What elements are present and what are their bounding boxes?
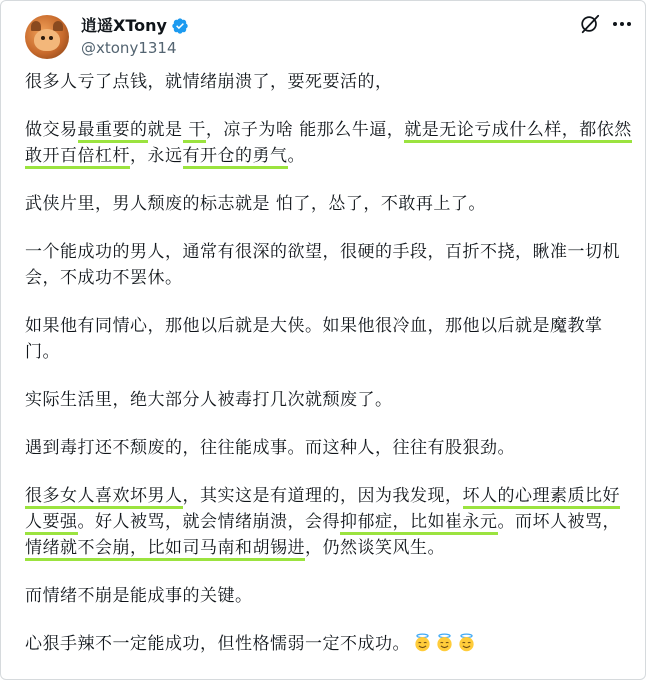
text-segment: 做交易 <box>25 120 78 140</box>
text-segment: ，永远 <box>130 146 183 166</box>
highlighted-text: 坏人的心理素质比好人要强 <box>25 486 620 535</box>
text-segment: ，凉子为啥 能那么牛逼， <box>205 120 405 140</box>
avatar[interactable] <box>25 15 69 59</box>
paragraph-6: 实际生活里，绝大部分人被毒打几次就颓废了。 <box>25 390 393 410</box>
highlighted-text: 很多女人喜欢坏男人 <box>25 486 183 509</box>
smiling-face-with-halo-emoji <box>457 633 476 652</box>
text-segment: ，仍然谈笑风生。 <box>305 538 445 558</box>
text-segment: 。好人被骂，就会情绪崩溃，会得 <box>77 512 340 532</box>
more-options-icon[interactable] <box>611 13 633 35</box>
grok-icon[interactable] <box>579 13 601 35</box>
highlighted-text: 干 <box>183 120 206 143</box>
post-text <box>25 69 635 679</box>
paragraph-4: 一个能成功的男人，通常有很深的欲望，很硬的手段，百折不挠，瞅准一切机会，不成功不罢休。 <box>25 242 620 288</box>
highlighted-text: 最重要的 <box>78 120 148 143</box>
paragraph-10 <box>25 631 635 657</box>
paragraph-7: 遇到毒打还不颓废的，往往能成事。而这种人，往往有股狠劲。 <box>25 438 515 458</box>
display-name-row <box>81 16 189 36</box>
paragraph-2 <box>25 117 635 169</box>
handle[interactable]: @xtony1314 <box>81 39 177 57</box>
text-segment: ，其实这是有道理的，因为我发现， <box>182 486 463 506</box>
verified-badge-icon <box>171 17 189 35</box>
highlighted-text: 抑郁症，比如崔永元 <box>340 512 498 535</box>
smiling-face-with-halo-emoji <box>413 633 432 652</box>
highlighted-text: 情绪就不会崩，比如司马南和胡锡进 <box>25 538 305 561</box>
paragraph-10-text: 心狠手辣不一定能成功，但性格懦弱一定不成功。 <box>25 634 410 654</box>
display-name[interactable]: 逍遥XTony <box>81 16 167 35</box>
author-info <box>81 16 189 58</box>
paragraph-9: 而情绪不崩是能成事的关键。 <box>25 586 253 606</box>
paragraph-8 <box>25 483 635 561</box>
highlighted-text: 就是无论亏成什么样，都依然敢开百倍杠杆 <box>25 120 632 169</box>
highlighted-text: 有开仓的勇气 <box>183 146 288 169</box>
paragraph-5: 如果他有同情心，那他以后就是大侠。如果他很冷血，那他以后就是魔教掌门。 <box>25 316 603 362</box>
paragraph-1: 很多人亏了点钱，就情绪崩溃了，要死要活的， <box>25 72 393 92</box>
smiling-face-with-halo-emoji <box>435 633 454 652</box>
text-segment: 。而坏人被骂， <box>497 512 620 532</box>
text-segment: 。 <box>287 146 305 166</box>
paragraph-3: 武侠片里，男人颓废的标志就是 怕了，怂了，不敢再上了。 <box>25 194 486 214</box>
text-segment: 就是 <box>147 120 183 140</box>
post-header <box>25 13 189 61</box>
